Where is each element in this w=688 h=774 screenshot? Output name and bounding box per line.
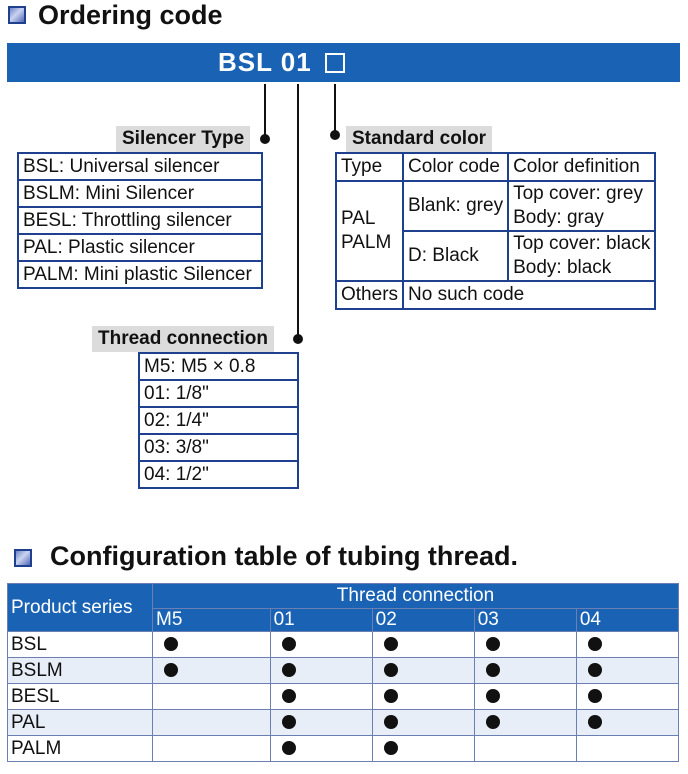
color-group-type bbox=[336, 181, 403, 281]
definition-line: Top cover: black bbox=[513, 233, 651, 254]
type-palm: PALM bbox=[341, 232, 392, 253]
silencer-item: BESL: Throttling silencer bbox=[18, 207, 262, 234]
definition-line: Body: gray bbox=[513, 207, 604, 228]
ordering-code-title: Ordering code bbox=[38, 0, 223, 30]
color-code: Blank: grey bbox=[403, 181, 508, 231]
list-item bbox=[18, 180, 262, 207]
compatibility-cell bbox=[372, 658, 474, 684]
silencer-connector-dot bbox=[260, 134, 270, 144]
available-dot-icon bbox=[588, 637, 602, 651]
list-item bbox=[139, 407, 298, 434]
compatibility-cell bbox=[576, 658, 678, 684]
list-item bbox=[18, 153, 262, 180]
color-connector-dot bbox=[330, 130, 340, 140]
available-dot-icon bbox=[384, 741, 398, 755]
list-item bbox=[18, 261, 262, 288]
compatibility-cell bbox=[153, 658, 271, 684]
list-item bbox=[139, 434, 298, 461]
compatibility-cell bbox=[474, 684, 576, 710]
thread-item: 03: 3/8" bbox=[139, 434, 298, 461]
silencer-item: PAL: Plastic silencer bbox=[18, 234, 262, 261]
compatibility-cell bbox=[270, 710, 372, 736]
compatibility-cell bbox=[153, 710, 271, 736]
compatibility-cell bbox=[576, 684, 678, 710]
available-dot-icon bbox=[588, 689, 602, 703]
color-code: D: Black bbox=[403, 231, 508, 281]
table-row bbox=[8, 736, 679, 762]
thread-item: 01: 1/8" bbox=[139, 380, 298, 407]
compatibility-cell bbox=[474, 710, 576, 736]
standard-color-table bbox=[335, 152, 656, 310]
list-item bbox=[18, 234, 262, 261]
compatibility-cell bbox=[576, 736, 678, 762]
available-dot-icon bbox=[486, 663, 500, 677]
table-row bbox=[8, 684, 679, 710]
table-row bbox=[8, 632, 679, 658]
definition-line: Body: black bbox=[513, 257, 612, 278]
compatibility-cell bbox=[372, 736, 474, 762]
color-header-definition: Color definition bbox=[508, 153, 655, 181]
product-series-cell: PAL bbox=[8, 710, 153, 736]
available-dot-icon bbox=[164, 663, 178, 677]
available-dot-icon bbox=[384, 637, 398, 651]
compatibility-cell bbox=[474, 632, 576, 658]
compatibility-cell bbox=[474, 658, 576, 684]
available-dot-icon bbox=[384, 663, 398, 677]
compatibility-cell bbox=[372, 632, 474, 658]
compatibility-cell bbox=[270, 632, 372, 658]
product-series-cell: BSL bbox=[8, 632, 153, 658]
silencer-type-table bbox=[17, 152, 263, 289]
compatibility-cell bbox=[372, 710, 474, 736]
color-definition bbox=[508, 181, 655, 231]
thread-item: 04: 1/2" bbox=[139, 461, 298, 488]
config-table bbox=[7, 583, 679, 762]
available-dot-icon bbox=[486, 637, 500, 651]
color-header-type: Type bbox=[336, 153, 403, 181]
compatibility-cell bbox=[153, 632, 271, 658]
color-header-code: Color code bbox=[403, 153, 508, 181]
silencer-item: BSLM: Mini Silencer bbox=[18, 180, 262, 207]
silencer-type-label: Silencer Type bbox=[116, 126, 250, 152]
compatibility-cell bbox=[153, 736, 271, 762]
thread-item: 02: 1/4" bbox=[139, 407, 298, 434]
compatibility-cell bbox=[372, 684, 474, 710]
product-series-cell: PALM bbox=[8, 736, 153, 762]
list-item bbox=[139, 353, 298, 380]
color-definition bbox=[508, 231, 655, 281]
product-series-cell: BSLM bbox=[8, 658, 153, 684]
thread-connection-header: Thread connection bbox=[153, 584, 679, 609]
config-table-title: Configuration table of tubing thread. bbox=[50, 541, 518, 571]
color-others-type: Others bbox=[336, 281, 403, 309]
available-dot-icon bbox=[384, 689, 398, 703]
table-row bbox=[8, 710, 679, 736]
available-dot-icon bbox=[486, 715, 500, 729]
silencer-item: BSL: Universal silencer bbox=[18, 153, 262, 180]
list-item bbox=[139, 380, 298, 407]
thread-connection-label: Thread connection bbox=[92, 326, 274, 352]
thread-connection-table bbox=[138, 352, 299, 489]
thread-column-header: 02 bbox=[372, 609, 474, 632]
available-dot-icon bbox=[588, 715, 602, 729]
product-series-header: Product series bbox=[8, 584, 153, 632]
table-row bbox=[8, 658, 679, 684]
list-item bbox=[18, 207, 262, 234]
thread-item: M5: M5 × 0.8 bbox=[139, 353, 298, 380]
thread-column-header: M5 bbox=[153, 609, 271, 632]
available-dot-icon bbox=[164, 637, 178, 651]
thread-column-header: 01 bbox=[270, 609, 372, 632]
list-item bbox=[139, 461, 298, 488]
product-series-cell: BESL bbox=[8, 684, 153, 710]
section-icon bbox=[14, 549, 32, 567]
available-dot-icon bbox=[588, 663, 602, 677]
thread-connector-dot bbox=[293, 334, 303, 344]
compatibility-cell bbox=[576, 632, 678, 658]
available-dot-icon bbox=[486, 689, 500, 703]
thread-column-header: 04 bbox=[576, 609, 678, 632]
model-code: BSL 01 bbox=[218, 47, 312, 77]
available-dot-icon bbox=[282, 637, 296, 651]
compatibility-cell bbox=[576, 710, 678, 736]
compatibility-cell bbox=[474, 736, 576, 762]
standard-color-label: Standard color bbox=[346, 126, 492, 152]
available-dot-icon bbox=[282, 715, 296, 729]
type-pal: PAL bbox=[341, 208, 376, 229]
definition-line: Top cover: grey bbox=[513, 183, 643, 204]
compatibility-cell bbox=[270, 736, 372, 762]
compatibility-cell bbox=[270, 658, 372, 684]
compatibility-cell bbox=[153, 684, 271, 710]
color-others-text: No such code bbox=[403, 281, 655, 309]
thread-column-header: 03 bbox=[474, 609, 576, 632]
available-dot-icon bbox=[282, 741, 296, 755]
compatibility-cell bbox=[270, 684, 372, 710]
available-dot-icon bbox=[282, 663, 296, 677]
available-dot-icon bbox=[384, 715, 398, 729]
available-dot-icon bbox=[282, 689, 296, 703]
silencer-item: PALM: Mini plastic Silencer bbox=[18, 261, 262, 288]
